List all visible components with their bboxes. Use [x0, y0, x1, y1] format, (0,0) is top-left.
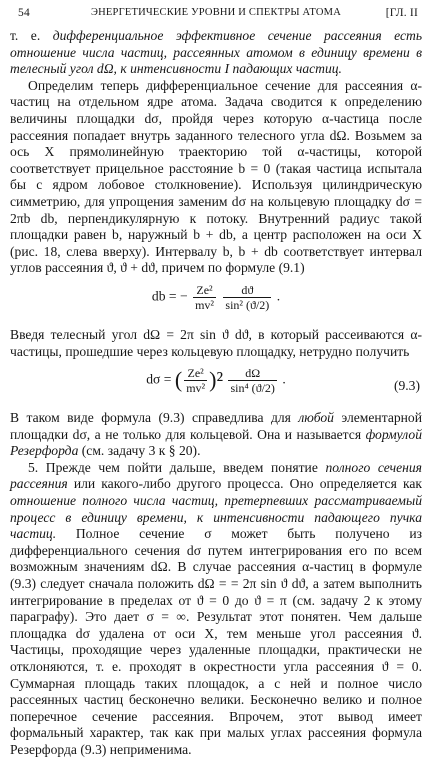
- formula-lhs: db =: [151, 288, 177, 304]
- fraction-numerator: Ze²: [184, 366, 207, 381]
- formula-9-3-rutherford: [10, 366, 422, 406]
- running-header: [10, 5, 422, 21]
- fraction-numerator: dΩ: [228, 366, 276, 381]
- text-span: элементарной площадки dσ, а не только для кольцевой. Она и называется: [10, 410, 422, 442]
- fraction: [184, 366, 207, 395]
- fraction: [228, 366, 276, 395]
- page-number: 54: [18, 7, 30, 19]
- formula-lhs: dσ =: [146, 371, 172, 387]
- emphasis-italic: любой: [298, 410, 334, 426]
- fraction-denominator: mv²: [186, 381, 206, 396]
- paragraph-solid-angle: Введя телесный угол dΩ = 2π sin ϑ dϑ, в который рассеиваются α-частицы, прошедшие через кольцевую площадку, нетрудно получить: [10, 326, 422, 359]
- paragraph-definition: [10, 28, 422, 78]
- body-text: [10, 28, 422, 759]
- formula-sign: −: [179, 288, 188, 304]
- text-span: (см. задачу 3 к § 20).: [78, 443, 201, 459]
- chapter-label: [ГЛ. II: [385, 7, 418, 19]
- fraction-numerator: dϑ: [223, 283, 271, 298]
- text-span: Полное сечение σ может быть получено из дифференциального сечения dσ путем интегрирования его по всем возможным значениям dΩ. В случае рассеяния α-частиц в формуле (9.3) следует сначала положить dΩ = = 2π sin ϑ dϑ, а затем выполнить интегрирование в пределах от ϑ = 0 до ϑ = π (см. задачу 2 к этому параграфу). Это дает σ = ∞. Результат этот понятен. Чем дальше площадка dσ удалена от оси X, тем меньше угол рассеяния ϑ. Частицы, проходящие через удаленные площадки, практически не отклоняются, т. е. проходят в окрестности угла рассеяния ϑ = 0. Суммарная площадь таких площадок, а с ней и полное число рассеянных частиц бесконечно велики. Бесконечно велико и полное поперечное сечение рассеяния. Впрочем, этот вывод имеет формальный характер, так как при малых углах рассеяния формула Резерфорда (9.3) неприменима.: [10, 526, 422, 757]
- text-span: или какого-либо другого процесса. Оно определяется как: [67, 476, 422, 492]
- running-title: ЭНЕРГЕТИЧЕСКИЕ УРОВНИ И СПЕКТРЫ АТОМА: [91, 7, 341, 18]
- formula-period: .: [276, 288, 281, 304]
- paragraph-total-cross-section: [10, 460, 422, 759]
- definition-italic: дифференциальное эффективное сечение рассеяния есть отношение числа частиц, рассеянных атомом в единицу времени в телесный угол dΩ, к интенсивности I падающих частиц.: [10, 28, 423, 77]
- text-span: В таком виде формула (9.3) справедлива для: [10, 410, 299, 426]
- emphasis-italic: формулой Резерфорда: [10, 426, 422, 459]
- formula-9-1-derivative: [10, 283, 422, 323]
- emphasis-italic: отношение полного числа частиц, претерпевших рассматриваемый процесс в единицу времени, к интенсивности падающего пучка частиц.: [10, 493, 422, 542]
- fraction: [193, 283, 216, 312]
- right-paren-squared: )²: [209, 367, 224, 393]
- fraction-denominator: sin⁴ (ϑ/2): [230, 381, 275, 396]
- formula-period: .: [282, 371, 286, 387]
- equation-number: (9.3): [393, 378, 420, 394]
- text-span: 5. Прежде чем пойти дальше, введем понятие: [28, 459, 326, 475]
- paragraph-derivation: Определим теперь дифференциальное сечение для рассеяния α-частиц на отдельном ядре атома. Задача сводится к определению величины площадки dσ, пройдя через которую α-частица после рассеяния попадает внутрь заданного телесного угла dΩ. Возьмем за ось X прямолинейную траекторию той α-частицы, которой соответствует прицельное расстояние b = 0 (такая частица испытала бы с ядром лобовое столкновение). Используя цилиндрическую симметрию, для упрощения заменим dσ на кольцевую площадку dσ = 2πb db, перпендикулярную к потоку. Внутренний радиус такой площадки равен b, наружный b + db, а центр расположен на оси X (рис. 18, слева вверху). Интервалу b, b + db соответствует интервал углов рассеяния ϑ, ϑ + dϑ, причем по формуле (9.1): [10, 77, 422, 276]
- text-span: т. е.: [10, 28, 53, 43]
- left-paren: (: [174, 367, 183, 393]
- paragraph-rutherford: [10, 410, 422, 460]
- fraction-denominator: mv²: [195, 297, 214, 312]
- fraction: [223, 283, 271, 312]
- emphasis-italic: полного сечения рассеяния: [10, 459, 422, 492]
- fraction-denominator: sin² (ϑ/2): [225, 297, 270, 312]
- fraction-numerator: Ze²: [193, 283, 216, 298]
